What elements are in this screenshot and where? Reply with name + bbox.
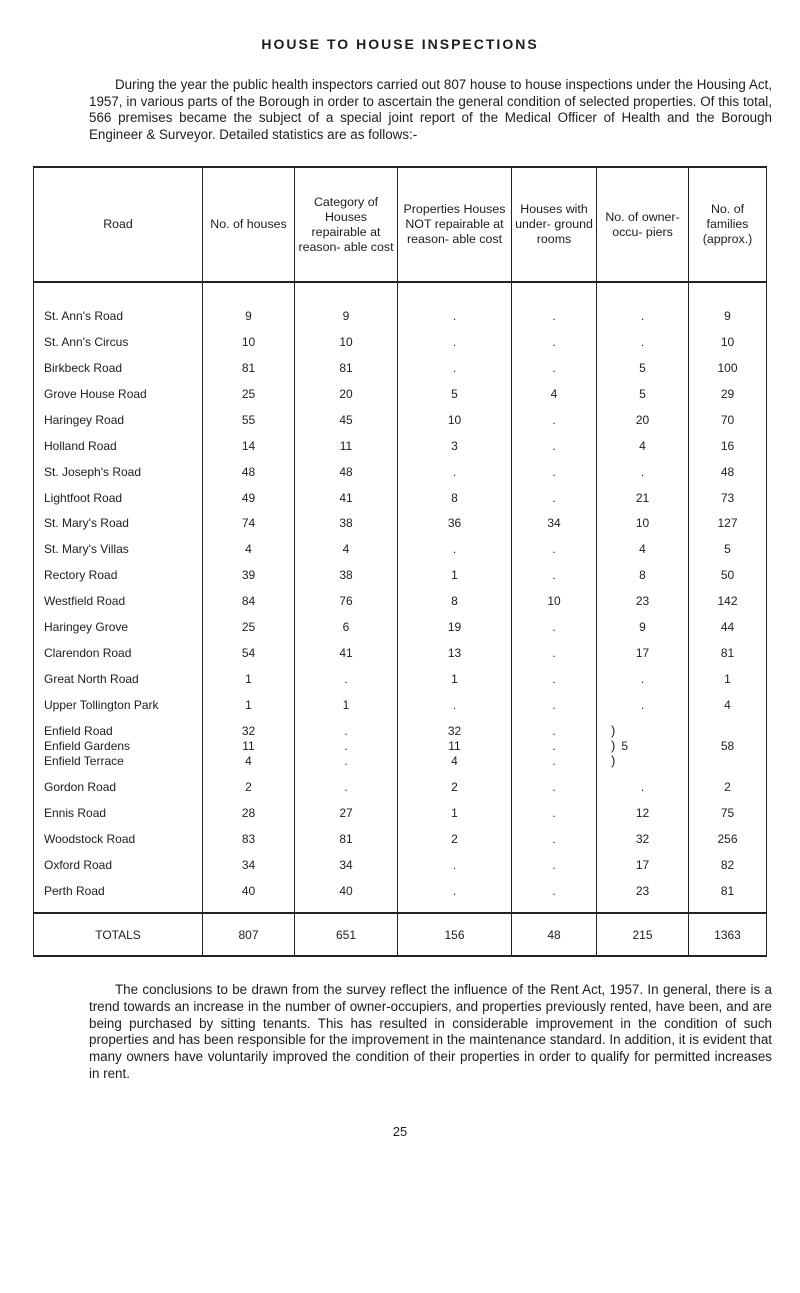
header-families: No. of families (approx.) bbox=[689, 167, 767, 282]
value-cell: 4 bbox=[689, 692, 767, 718]
value-cell: 1 bbox=[398, 666, 512, 692]
table-header-row bbox=[34, 167, 767, 282]
value-cell: . bbox=[512, 562, 597, 588]
value-cell: . bbox=[512, 692, 597, 718]
value-cell: 4 bbox=[597, 433, 689, 459]
value-cell: 1 bbox=[295, 692, 398, 718]
table-row bbox=[34, 329, 767, 355]
value-cell: 9 bbox=[295, 282, 398, 329]
inspections-table bbox=[33, 166, 767, 957]
value-cell: 5 bbox=[398, 381, 512, 407]
value-cell: 36 bbox=[398, 510, 512, 536]
page-title: HOUSE TO HOUSE INSPECTIONS bbox=[261, 36, 539, 52]
value-cell: . bbox=[512, 329, 597, 355]
value-cell: . bbox=[597, 666, 689, 692]
value: 11 bbox=[242, 739, 255, 754]
value-cell: 2 bbox=[689, 774, 767, 800]
road-name-cell: Perth Road bbox=[34, 878, 203, 913]
value-cell: 14 bbox=[203, 433, 295, 459]
value-cell: 2 bbox=[398, 774, 512, 800]
road-name: Enfield Road bbox=[44, 724, 113, 739]
value-cell: 9 bbox=[689, 282, 767, 329]
value-cell: 1363 bbox=[689, 913, 767, 956]
value-cell: 75 bbox=[689, 800, 767, 826]
road-name-cell: TOTALS bbox=[34, 913, 203, 956]
value-cell: 1 bbox=[203, 666, 295, 692]
road-name-cell: Haringey Road bbox=[34, 407, 203, 433]
value: . bbox=[344, 724, 348, 739]
owner-occupiers-value: 5 bbox=[621, 739, 629, 754]
table-row bbox=[34, 536, 767, 562]
value-cell: 142 bbox=[689, 588, 767, 614]
value-cell: 4 bbox=[512, 381, 597, 407]
table-row bbox=[34, 355, 767, 381]
road-name-cell: Oxford Road bbox=[34, 852, 203, 878]
value-cell: 17 bbox=[597, 852, 689, 878]
value-cell: . bbox=[398, 459, 512, 485]
value-cell bbox=[203, 718, 295, 775]
table-row bbox=[34, 826, 767, 852]
value-cell: 1 bbox=[398, 800, 512, 826]
value-cell: 38 bbox=[295, 562, 398, 588]
value-cell: 81 bbox=[689, 640, 767, 666]
table-row bbox=[34, 852, 767, 878]
value-cell: 256 bbox=[689, 826, 767, 852]
value-cell: 8 bbox=[398, 485, 512, 511]
value-cell: 10 bbox=[295, 329, 398, 355]
table-row bbox=[34, 407, 767, 433]
value-cell: 38 bbox=[295, 510, 398, 536]
value: . bbox=[552, 754, 556, 769]
value-cell: 84 bbox=[203, 588, 295, 614]
intro-paragraph: During the year the public health inspectors carried out 807 house to house inspections under the Housing Act, 1957, in various parts of the Borough in order to ascertain the general condition of selected properties. Of this total, 566 premises became the subject of a special joint report of the Medical Officer of Health and the Borough Engineer & Surveyor. Detailed statistics are as follows:- bbox=[89, 77, 772, 142]
value-cell: 76 bbox=[295, 588, 398, 614]
value-cell: 32 bbox=[597, 826, 689, 852]
value-cell: . bbox=[597, 459, 689, 485]
value-cell: 21 bbox=[597, 485, 689, 511]
table-row bbox=[34, 878, 767, 913]
value-cell: 1 bbox=[689, 666, 767, 692]
value-cell: 34 bbox=[295, 852, 398, 878]
road-name-cell: St. Mary's Villas bbox=[34, 536, 203, 562]
header-repairable: Category of Houses repairable at reason- able cost bbox=[295, 167, 398, 282]
value-cell: . bbox=[512, 666, 597, 692]
value-cell: 10 bbox=[203, 329, 295, 355]
value-cell: 20 bbox=[597, 407, 689, 433]
value-cell: . bbox=[512, 878, 597, 913]
road-name-cell: Westfield Road bbox=[34, 588, 203, 614]
value-cell: . bbox=[398, 878, 512, 913]
value-cell: 39 bbox=[203, 562, 295, 588]
value-cell: . bbox=[597, 282, 689, 329]
table-row bbox=[34, 459, 767, 485]
value-cell: 70 bbox=[689, 407, 767, 433]
value-cell: 6 bbox=[295, 614, 398, 640]
value-cell: 5 bbox=[597, 381, 689, 407]
road-name-cell: Holland Road bbox=[34, 433, 203, 459]
value-cell: 9 bbox=[597, 614, 689, 640]
value-cell: 48 bbox=[295, 459, 398, 485]
value-cell: 55 bbox=[203, 407, 295, 433]
brace-mark: ) bbox=[611, 753, 616, 769]
value-cell: 215 bbox=[597, 913, 689, 956]
value-cell: . bbox=[512, 485, 597, 511]
road-name-cell: St. Mary's Road bbox=[34, 510, 203, 536]
road-name: Enfield Terrace bbox=[44, 754, 124, 769]
value-cell: 13 bbox=[398, 640, 512, 666]
table-row bbox=[34, 800, 767, 826]
header-road: Road bbox=[34, 167, 203, 282]
value: 11 bbox=[448, 739, 461, 754]
value-cell: 73 bbox=[689, 485, 767, 511]
value-cell: 1 bbox=[398, 562, 512, 588]
table-row bbox=[34, 485, 767, 511]
road-name-cell: Haringey Grove bbox=[34, 614, 203, 640]
value-cell: . bbox=[398, 852, 512, 878]
value-cell: . bbox=[597, 329, 689, 355]
road-name-cell bbox=[34, 718, 203, 775]
value-cell: 28 bbox=[203, 800, 295, 826]
table-row-enfield-group bbox=[34, 718, 767, 775]
value-cell: 48 bbox=[203, 459, 295, 485]
value-cell: 58 bbox=[689, 718, 767, 775]
road-name: Enfield Gardens bbox=[44, 739, 131, 754]
value: 32 bbox=[447, 724, 462, 739]
value-cell: 48 bbox=[512, 913, 597, 956]
value-cell: 34 bbox=[512, 510, 597, 536]
value-cell: . bbox=[398, 282, 512, 329]
table-row bbox=[34, 692, 767, 718]
value-cell: 16 bbox=[689, 433, 767, 459]
value-cell: 10 bbox=[398, 407, 512, 433]
value-cell: 2 bbox=[203, 774, 295, 800]
value-cell: 27 bbox=[295, 800, 398, 826]
value: 32 bbox=[241, 724, 256, 739]
value-cell: . bbox=[398, 536, 512, 562]
value-cell: 54 bbox=[203, 640, 295, 666]
value-cell: . bbox=[512, 800, 597, 826]
value-cell: 29 bbox=[689, 381, 767, 407]
value-cell: 40 bbox=[295, 878, 398, 913]
value-cell: 651 bbox=[295, 913, 398, 956]
value: 4 bbox=[245, 754, 252, 769]
table-row bbox=[34, 640, 767, 666]
table-row bbox=[34, 562, 767, 588]
value-cell: 50 bbox=[689, 562, 767, 588]
value-cell: . bbox=[512, 536, 597, 562]
value-cell: 40 bbox=[203, 878, 295, 913]
value-cell: 12 bbox=[597, 800, 689, 826]
value-cell: 100 bbox=[689, 355, 767, 381]
road-name-cell: Grove House Road bbox=[34, 381, 203, 407]
value-cell bbox=[512, 718, 597, 775]
value-cell: 156 bbox=[398, 913, 512, 956]
page-number: 25 bbox=[392, 1124, 408, 1139]
value-cell: . bbox=[512, 433, 597, 459]
value-cell: 48 bbox=[689, 459, 767, 485]
value-cell: . bbox=[512, 282, 597, 329]
table-row bbox=[34, 666, 767, 692]
road-name-cell: Ennis Road bbox=[34, 800, 203, 826]
value-cell: . bbox=[597, 774, 689, 800]
value-cell: . bbox=[512, 774, 597, 800]
value-cell: 19 bbox=[398, 614, 512, 640]
table-row bbox=[34, 282, 767, 329]
road-name-cell: St. Joseph's Road bbox=[34, 459, 203, 485]
table-row bbox=[34, 913, 767, 956]
road-name-cell: Great North Road bbox=[34, 666, 203, 692]
header-not-repairable: Properties Houses NOT repairable at reason- able cost bbox=[398, 167, 512, 282]
conclusion-paragraph: The conclusions to be drawn from the survey reflect the influence of the Rent Act, 1957. In general, there is a trend towards an increase in the number of owner-occupiers, and properties previously rented, have been, and are being purchased by sitting tenants. This has resulted in considerable improvement in the condition of such properties and has been responsible for the improvement in the maintenance standard. In addition, it is evident that many owners have voluntarily improved the condition of their properties in order to qualify for permitted increases in rent. bbox=[89, 982, 772, 1081]
value-cell: 82 bbox=[689, 852, 767, 878]
value-cell: . bbox=[398, 692, 512, 718]
header-underground: Houses with under- ground rooms bbox=[512, 167, 597, 282]
value-cell: 4 bbox=[203, 536, 295, 562]
value-cell bbox=[597, 718, 689, 775]
value-cell: 81 bbox=[689, 878, 767, 913]
value-cell: 5 bbox=[597, 355, 689, 381]
value-cell: 41 bbox=[295, 640, 398, 666]
road-name-cell: Birkbeck Road bbox=[34, 355, 203, 381]
value-cell: . bbox=[295, 666, 398, 692]
value-cell: 10 bbox=[689, 329, 767, 355]
road-name-cell: Gordon Road bbox=[34, 774, 203, 800]
value-cell: . bbox=[295, 774, 398, 800]
road-name-cell: Lightfoot Road bbox=[34, 485, 203, 511]
road-name-cell: Rectory Road bbox=[34, 562, 203, 588]
table-row bbox=[34, 381, 767, 407]
road-name-cell: Woodstock Road bbox=[34, 826, 203, 852]
value-cell: 81 bbox=[295, 355, 398, 381]
value-cell: 127 bbox=[689, 510, 767, 536]
header-houses: No. of houses bbox=[203, 167, 295, 282]
value-cell: 9 bbox=[203, 282, 295, 329]
value-cell: 20 bbox=[295, 381, 398, 407]
value-cell: . bbox=[512, 852, 597, 878]
value: 4 bbox=[451, 754, 458, 769]
value-cell: 81 bbox=[295, 826, 398, 852]
road-name-cell: Clarendon Road bbox=[34, 640, 203, 666]
value-cell: 23 bbox=[597, 878, 689, 913]
value: . bbox=[344, 739, 348, 754]
value-cell: 807 bbox=[203, 913, 295, 956]
table-row bbox=[34, 510, 767, 536]
value-cell: 8 bbox=[398, 588, 512, 614]
value-cell: 74 bbox=[203, 510, 295, 536]
table-row bbox=[34, 774, 767, 800]
value-cell: 1 bbox=[203, 692, 295, 718]
value-cell bbox=[398, 718, 512, 775]
header-owner-occupiers: No. of owner- occu- piers bbox=[597, 167, 689, 282]
value-cell: 25 bbox=[203, 614, 295, 640]
value-cell: 11 bbox=[295, 433, 398, 459]
value-cell: . bbox=[512, 355, 597, 381]
road-name-cell: Upper Tollington Park bbox=[34, 692, 203, 718]
value-cell: 2 bbox=[398, 826, 512, 852]
table-row bbox=[34, 588, 767, 614]
value-cell: 5 bbox=[689, 536, 767, 562]
table-row bbox=[34, 614, 767, 640]
value-cell: . bbox=[512, 407, 597, 433]
value-cell: 49 bbox=[203, 485, 295, 511]
value-cell: 17 bbox=[597, 640, 689, 666]
value: . bbox=[552, 724, 556, 739]
brace-mark: ) bbox=[611, 723, 616, 739]
value-cell: 23 bbox=[597, 588, 689, 614]
value-cell: 3 bbox=[398, 433, 512, 459]
value-cell: 8 bbox=[597, 562, 689, 588]
value-cell: . bbox=[512, 826, 597, 852]
value-cell: . bbox=[512, 640, 597, 666]
value-cell: 83 bbox=[203, 826, 295, 852]
road-name-cell: St. Ann's Road bbox=[34, 282, 203, 329]
value-cell: 45 bbox=[295, 407, 398, 433]
value-cell: . bbox=[398, 329, 512, 355]
value-cell: 34 bbox=[203, 852, 295, 878]
value-cell: 25 bbox=[203, 381, 295, 407]
value: . bbox=[552, 739, 556, 754]
value-cell: . bbox=[512, 459, 597, 485]
value-cell: 4 bbox=[295, 536, 398, 562]
value-cell: 41 bbox=[295, 485, 398, 511]
value-cell: . bbox=[597, 692, 689, 718]
brace-mark: ) bbox=[611, 738, 616, 754]
value-cell: . bbox=[398, 355, 512, 381]
value-cell: 44 bbox=[689, 614, 767, 640]
value-cell bbox=[295, 718, 398, 775]
value: . bbox=[344, 754, 348, 769]
road-name-cell: St. Ann's Circus bbox=[34, 329, 203, 355]
value-cell: 4 bbox=[597, 536, 689, 562]
value-cell: 10 bbox=[597, 510, 689, 536]
value-cell: . bbox=[512, 614, 597, 640]
table-row bbox=[34, 433, 767, 459]
value-cell: 10 bbox=[512, 588, 597, 614]
value-cell: 81 bbox=[203, 355, 295, 381]
